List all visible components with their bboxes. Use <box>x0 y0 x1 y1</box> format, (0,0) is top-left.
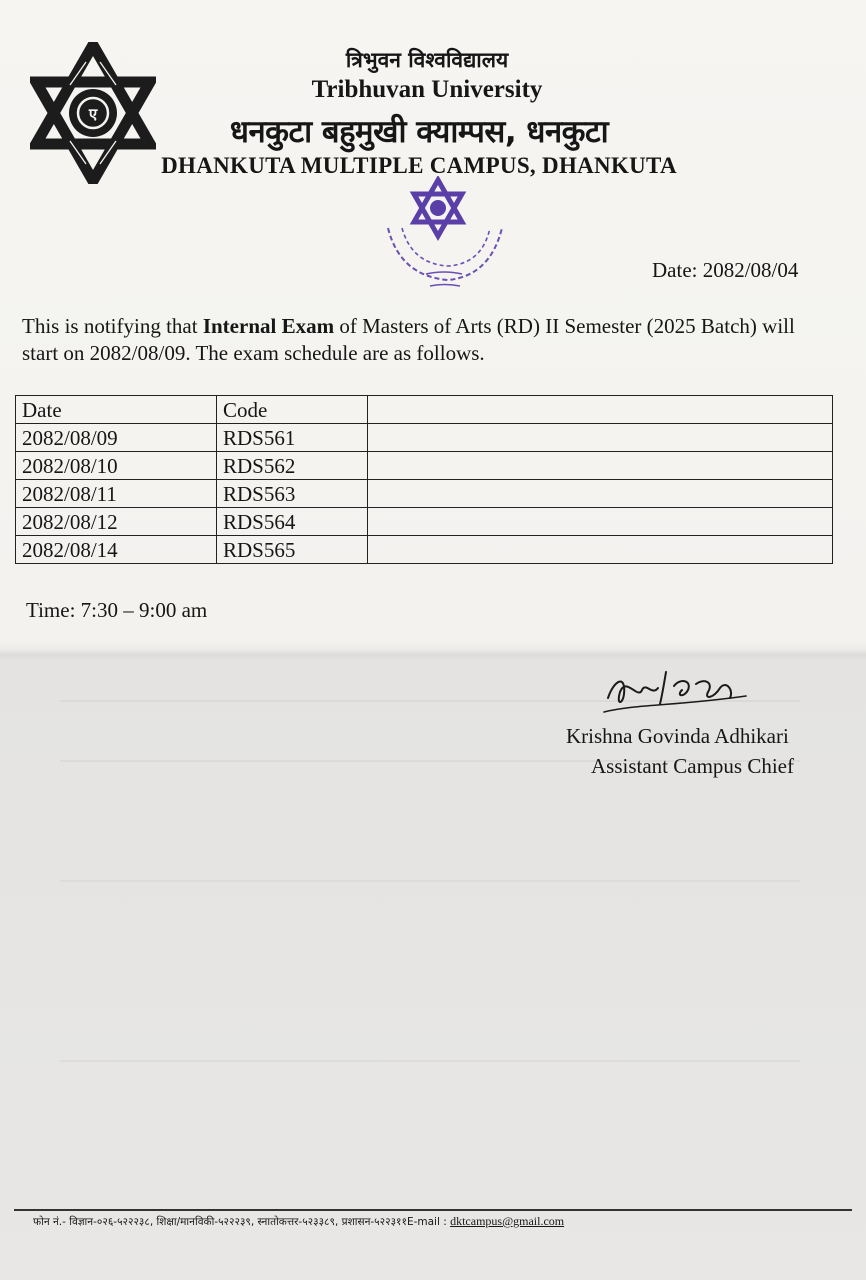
row-code: RDS563 <box>217 480 368 508</box>
paper-fold <box>0 650 866 660</box>
exam-schedule-table <box>15 395 833 564</box>
footer-divider <box>14 1209 852 1211</box>
header-code: Code <box>217 396 368 424</box>
footer-contacts <box>33 1214 564 1229</box>
notice-text-2: of Masters of Arts (RD) II Semester (2025 Batch) will start on 2082/08/09. The exam schedule are as follows. <box>22 314 795 365</box>
signature-icon <box>596 660 756 720</box>
row-blank <box>368 424 833 452</box>
university-name-nepali: त्रिभुवन विश्वविद्यालय <box>345 48 509 72</box>
header-date: Date <box>16 396 217 424</box>
notice-date: Date: 2082/08/04 <box>652 258 799 282</box>
row-code: RDS561 <box>217 424 368 452</box>
table-row <box>16 508 833 536</box>
table-row <box>16 536 833 564</box>
exam-time: Time: 7:30 – 9:00 am <box>26 598 208 622</box>
table-row <box>16 452 833 480</box>
show-through-line <box>60 880 800 882</box>
header-blank <box>368 396 833 424</box>
show-through-line <box>60 1060 800 1062</box>
row-date: 2082/08/11 <box>16 480 217 508</box>
notice-text-1: This is notifying that <box>22 314 203 338</box>
table-row <box>16 424 833 452</box>
table-row <box>16 480 833 508</box>
footer-email-link[interactable]: dktcampus@gmail.com <box>450 1214 565 1228</box>
footer-phone-numbers: फोन नं.- विज्ञान-०२६-५२२२३८, शिक्षा/मानविकी-५२२२३९, स्नातोकत्तर-५२३३८९, प्रशासन-५२२३११E-mail : <box>33 1216 451 1228</box>
row-blank <box>368 452 833 480</box>
svg-text:ए: ए <box>88 105 98 123</box>
row-date: 2082/08/12 <box>16 508 217 536</box>
university-name: Tribhuvan University <box>311 76 543 103</box>
notice-text-bold: Internal Exam <box>202 314 335 338</box>
signatory-name: Krishna Govinda Adhikari <box>566 724 789 748</box>
row-blank <box>368 508 833 536</box>
row-date: 2082/08/14 <box>16 536 217 564</box>
row-code: RDS564 <box>217 508 368 536</box>
table-header-row <box>16 396 833 424</box>
row-blank <box>368 480 833 508</box>
campus-seal-stamp-icon <box>378 176 506 296</box>
campus-name: DHANKUTA MULTIPLE CAMPUS, DHANKUTA <box>161 153 677 178</box>
row-blank <box>368 536 833 564</box>
row-date: 2082/08/09 <box>16 424 217 452</box>
row-date: 2082/08/10 <box>16 452 217 480</box>
signatory-title: Assistant Campus Chief <box>591 754 794 778</box>
row-code: RDS565 <box>217 536 368 564</box>
notice-body <box>22 313 822 367</box>
row-code: RDS562 <box>217 452 368 480</box>
campus-name-nepali: धनकुटा बहुमुखी क्याम्पस, धनकुटा <box>229 114 609 150</box>
